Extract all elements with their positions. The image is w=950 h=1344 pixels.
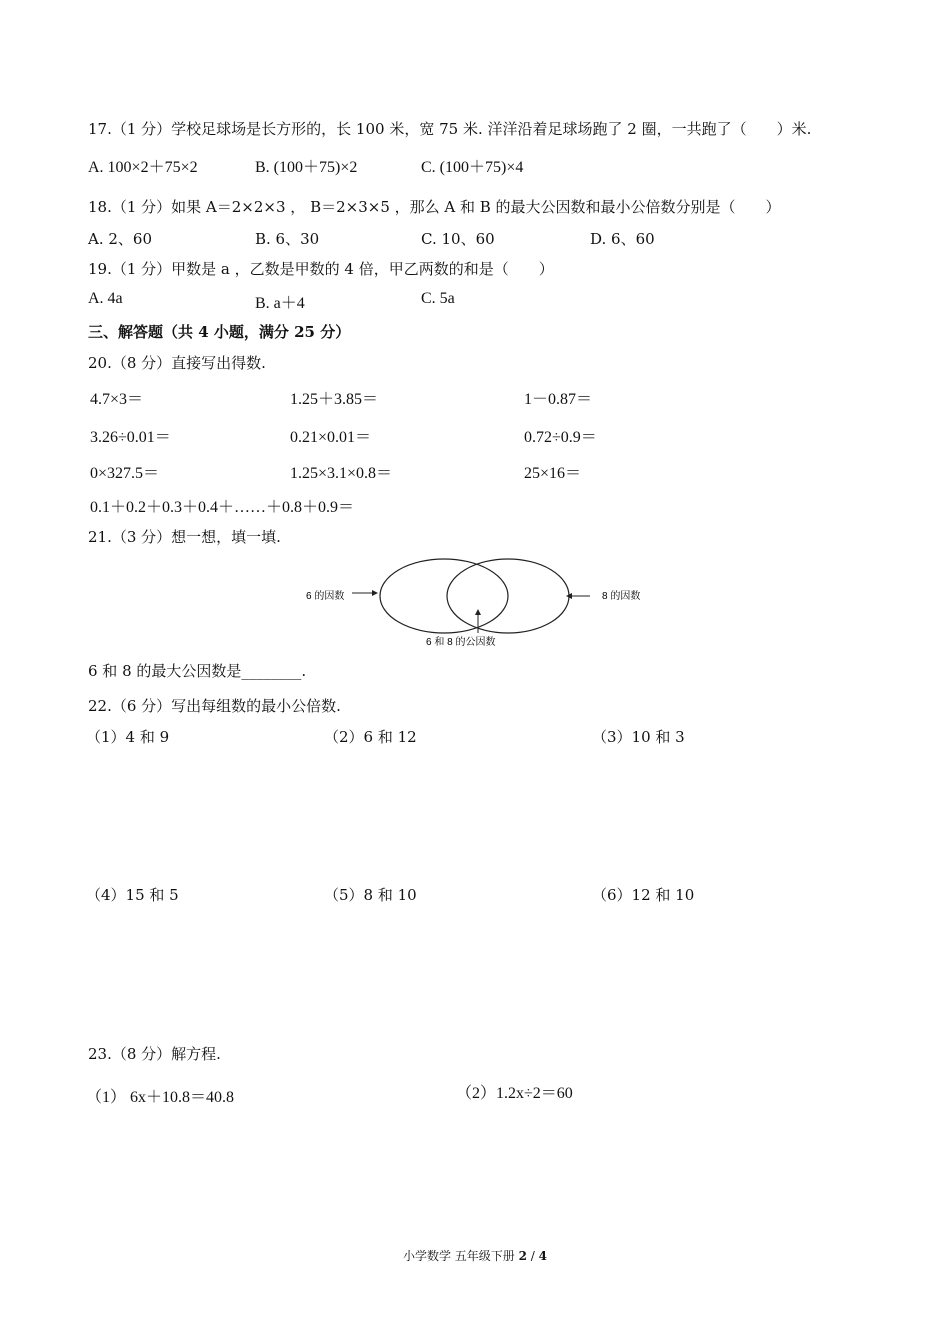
page-footer xyxy=(0,1247,950,1264)
q17-option-c: C. (100＋75)×4 xyxy=(421,159,524,176)
venn-right-label: 8 的因数 xyxy=(602,591,641,602)
q20-item: 0.72÷0.9＝ xyxy=(524,429,597,446)
q18-stem: 18.（1 分）如果 A＝2×2×3 ， B＝2×3×5 ，那么 A 和 B 的最大公因数和最小公倍数分别是（ ） xyxy=(88,198,781,216)
venn-left-label: 6 的因数 xyxy=(306,591,345,602)
section-title: 三、解答题（共 4 小题，满分 25 分） xyxy=(88,323,351,341)
q17-option-a: A. 100×2＋75×2 xyxy=(88,159,198,176)
q19-stem: 19.（1 分）甲数是 a ，乙数是甲数的 4 倍，甲乙两数的和是（ ） xyxy=(88,260,554,278)
q21-stem: 21.（3 分）想一想，填一填. xyxy=(88,528,281,546)
footer-separator: / xyxy=(526,1249,539,1263)
q20-item: 25×16＝ xyxy=(524,465,582,482)
venn-bottom-arrowhead xyxy=(475,609,481,615)
q23-stem: 23.（8 分）解方程. xyxy=(88,1045,221,1063)
q18-option-a: A. 2、60 xyxy=(88,230,152,248)
q22-item: （4）15 和 5 xyxy=(86,886,179,904)
q19-option-b: B. a＋4 xyxy=(255,295,305,312)
q20-item: 1－0.87＝ xyxy=(524,391,593,408)
q22-item: （5）8 和 10 xyxy=(324,886,417,904)
q20-item: 0.21×0.01＝ xyxy=(290,429,372,446)
q20-item: 0×327.5＝ xyxy=(90,465,160,482)
q18-option-b: B. 6、30 xyxy=(255,230,320,248)
venn-left-ellipse xyxy=(380,559,508,633)
q23-item: （1） 6x＋10.8＝40.8 xyxy=(86,1089,235,1106)
venn-bottom-label: 6 和 8 的公因数 xyxy=(426,637,496,648)
q18-option-d: D. 6、60 xyxy=(590,230,655,248)
q17-stem: 17.（1 分）学校足球场是长方形的，长 100 米，宽 75 米. 洋洋沿着足球场跑了 2 圈，一共跑了（ ）米. xyxy=(88,120,812,138)
q18-option-c: C. 10、60 xyxy=(421,230,495,248)
footer-subject: 小学数学 五年级下册 xyxy=(402,1249,519,1263)
q19-option-a: A. 4a xyxy=(88,290,123,307)
q20-item: 1.25×3.1×0.8＝ xyxy=(290,465,393,482)
q20-item: 4.7×3＝ xyxy=(90,391,144,408)
q20-stem: 20.（8 分）直接写出得数. xyxy=(88,354,266,372)
venn-left-arrowhead xyxy=(372,590,378,596)
q22-item: （6）12 和 10 xyxy=(592,886,695,904)
q22-stem: 22.（6 分）写出每组数的最小公倍数. xyxy=(88,697,341,715)
q23-item: （2）1.2x÷2＝60 xyxy=(456,1085,573,1102)
footer-page-total: 4 xyxy=(538,1249,548,1263)
q22-item: （3）10 和 3 xyxy=(592,728,685,746)
q20-last-item: 0.1＋0.2＋0.3＋0.4＋……＋0.8＋0.9＝ xyxy=(90,499,355,516)
q21-answer-line: 6 和 8 的最大公因数是________. xyxy=(88,662,307,680)
q22-item: （2）6 和 12 xyxy=(324,728,417,746)
q20-item: 1.25＋3.85＝ xyxy=(290,391,379,408)
q20-item: 3.26÷0.01＝ xyxy=(90,429,171,446)
q22-item: （1）4 和 9 xyxy=(86,728,170,746)
q17-option-b: B. (100＋75)×2 xyxy=(255,159,358,176)
footer-page-number: 2 xyxy=(518,1249,527,1263)
q19-option-c: C. 5a xyxy=(421,290,455,307)
venn-diagram xyxy=(300,555,650,650)
